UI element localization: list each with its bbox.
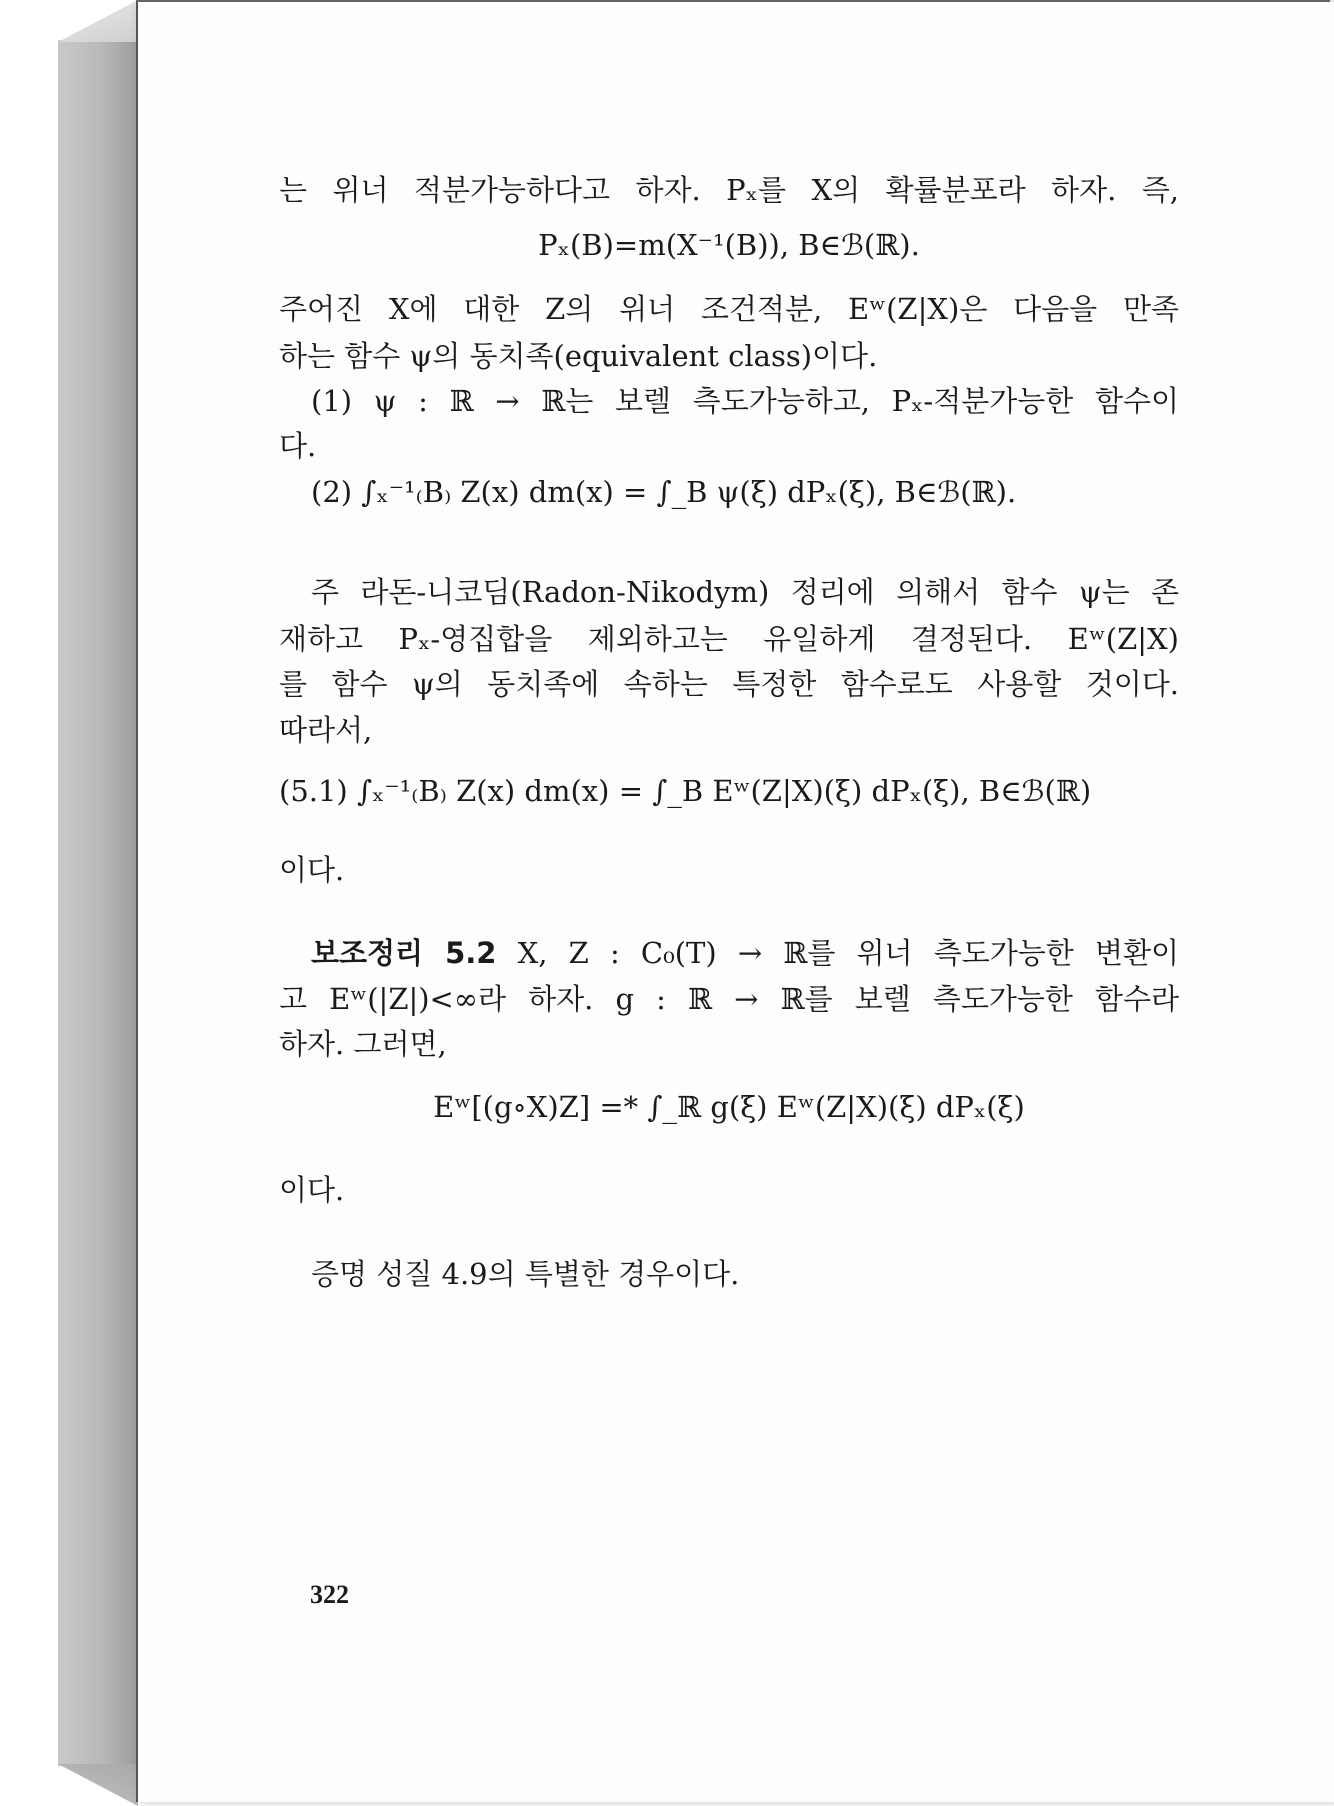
lemma-statement-line-3: 하자. 그러면, bbox=[279, 1027, 447, 1061]
condition-2-equation: (2) ∫ₓ⁻¹₍B₎ Z(x) dm(x) = ∫_B ψ(ξ) dPₓ(ξ), B∈ℬ(ℝ). bbox=[311, 475, 1017, 509]
book-spine-bottom-edge bbox=[58, 1764, 138, 1806]
proof-text: 성질 4.9의 특별한 경우이다. bbox=[376, 1257, 740, 1291]
equation-lemma: Eʷ[(g∘X)Z] =* ∫_ℝ g(ξ) Eʷ(Z|X)(ξ) dPₓ(ξ) bbox=[433, 1090, 1025, 1124]
page-sheet bbox=[136, 2, 1334, 1802]
note-line-4: 따라서, bbox=[279, 713, 373, 747]
note-line-1: 주 라돈-니코딤(Radon-Nikodym) 정리에 의해서 함수 ψ는 존 bbox=[311, 575, 1179, 609]
text-line-1: 는 위너 적분가능하다고 하자. Pₓ를 X의 확률분포라 하자. 즉, bbox=[279, 173, 1179, 207]
page-number: 322 bbox=[310, 1580, 349, 1609]
condition-1-continued: 다. bbox=[279, 429, 317, 463]
note-line-3: 를 함수 ψ의 동치족에 속하는 특정한 함수로도 사용할 것이다. bbox=[279, 667, 1179, 701]
proof-label: 증명 bbox=[311, 1257, 368, 1291]
book-spine bbox=[58, 40, 136, 1766]
note-line-2: 재하고 Pₓ-영집합을 제외하고는 유일하게 결정된다. Eʷ(Z|X) bbox=[279, 622, 1179, 656]
text-ida-1: 이다. bbox=[279, 853, 345, 887]
text-line-3: 하는 함수 ψ의 동치족(equivalent class)이다. bbox=[279, 339, 878, 373]
equation-5-1: (5.1) ∫ₓ⁻¹₍B₎ Z(x) dm(x) = ∫_B Eʷ(Z|X)(ξ) dPₓ(ξ), B∈ℬ(ℝ) bbox=[279, 774, 1092, 808]
lemma-text: X, Z : C₀(T) → ℝ를 위너 측도가능한 변환이 bbox=[517, 936, 1179, 970]
proof-line bbox=[279, 1252, 739, 1293]
lemma-statement-line-1 bbox=[279, 931, 1179, 972]
book-spine-top-edge bbox=[58, 0, 138, 42]
equation-distribution: Pₓ(B)=m(X⁻¹(B)), B∈ℬ(ℝ). bbox=[538, 228, 920, 262]
page-top-border bbox=[136, 0, 1330, 2]
lemma-label: 보조정리 5.2 bbox=[311, 936, 497, 970]
text-line-2: 주어진 X에 대한 Z의 위너 조건적분, Eʷ(Z|X)은 다음을 만족 bbox=[279, 292, 1179, 326]
condition-1: (1) ψ : ℝ → ℝ는 보렐 측도가능하고, Pₓ-적분가능한 함수이 bbox=[311, 384, 1179, 418]
text-ida-2: 이다. bbox=[279, 1173, 345, 1207]
lemma-statement-line-2: 고 Eʷ(|Z|)<∞라 하자. g : ℝ → ℝ를 보렐 측도가능한 함수라 bbox=[279, 982, 1179, 1016]
